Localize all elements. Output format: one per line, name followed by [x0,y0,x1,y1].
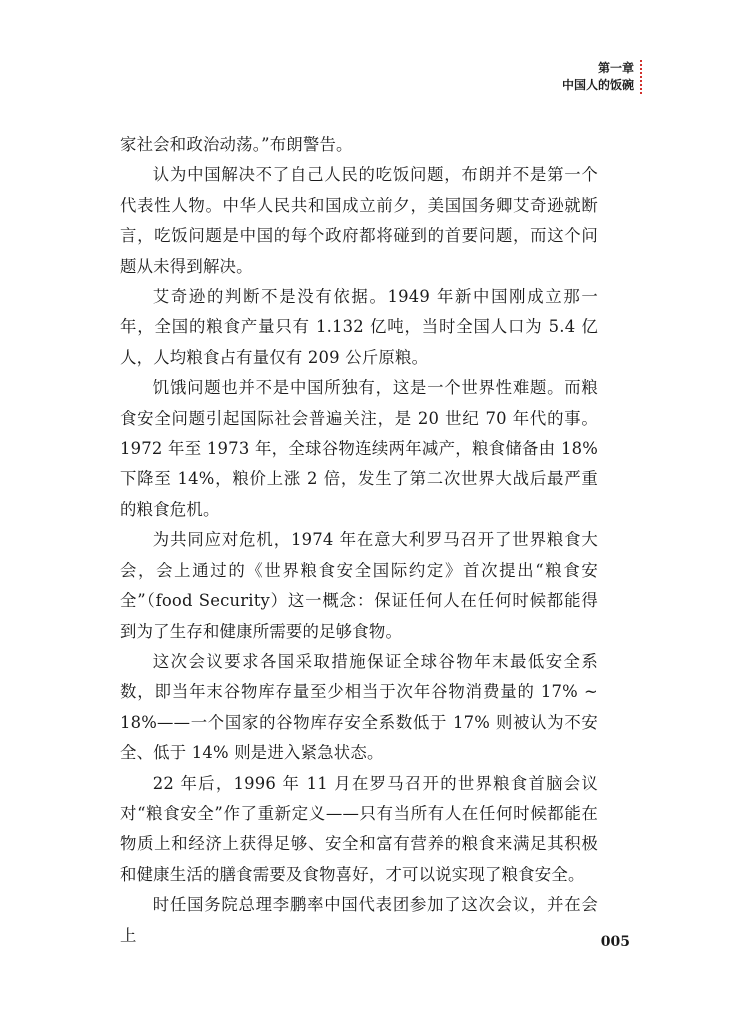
paragraph: 22 年后，1996 年 11 月在罗马召开的世界粮食首脑会议对“粮食安全”作了重新定义——只有当所有人在任何时候都能在物质上和经济上获得足够、安全和富有营养的粮食来满足其积极和健康生活的膳食需要及食物喜好，才可以说实现了粮食安全。 [120,773,598,884]
body-text [120,130,598,951]
paragraph: 为共同应对危机，1974 年在意大利罗马召开了世界粮食大会，会上通过的《世界粮食安全国际约定》首次提出“粮食安全”（food Security）这一概念：保证任何人在任何时候都能得到为了生存和健康所需要的足够食物。 [120,530,598,641]
paragraph-continued: 家社会和政治动荡。”布朗警告。 [120,135,353,154]
paragraph: 时任国务院总理李鹏率中国代表团参加了这次会议，并在会上 [120,895,598,945]
header-decorative-rule [640,60,642,94]
paragraph: 这次会议要求各国采取措施保证全球谷物年末最低安全系数，即当年末谷物库存量至少相当于次年谷物消费量的 17% ~ 18%——一个国家的谷物库存安全系数低于 17% 则被认为不安全、低于 14% 则是进入紧急状态。 [120,651,598,763]
chapter-title: 中国人的饭碗 [561,78,634,92]
page-number: 005 [600,934,630,950]
paragraph: 饥饿问题也并不是中国所独有，这是一个世界性难题。而粮食安全问题引起国际社会普遍关注，是 20 世纪 70 年代的事。1972 年至 1973 年，全球谷物连续两年减产，粮食储备由 18% 下降至 14%，粮价上涨 2 倍，发生了第二次世界大战后最严重的粮食危机。 [120,378,598,519]
chapter-number: 第一章 [597,61,634,75]
running-head [562,60,634,94]
paragraph: 艾奇逊的判断不是没有依据。1949 年新中国刚成立那一年，全国的粮食产量只有 1.132 亿吨，当时全国人口为 5.4 亿人，人均粮食占有量仅有 209 公斤原粮。 [120,287,598,367]
paragraph: 认为中国解决不了自己人民的吃饭问题，布朗并不是第一个代表性人物。中华人民共和国成立前夕，美国国务卿艾奇逊就断言，吃饭问题是中国的每个政府都将碰到的首要问题，而这个问题从未得到解决。 [120,165,598,276]
